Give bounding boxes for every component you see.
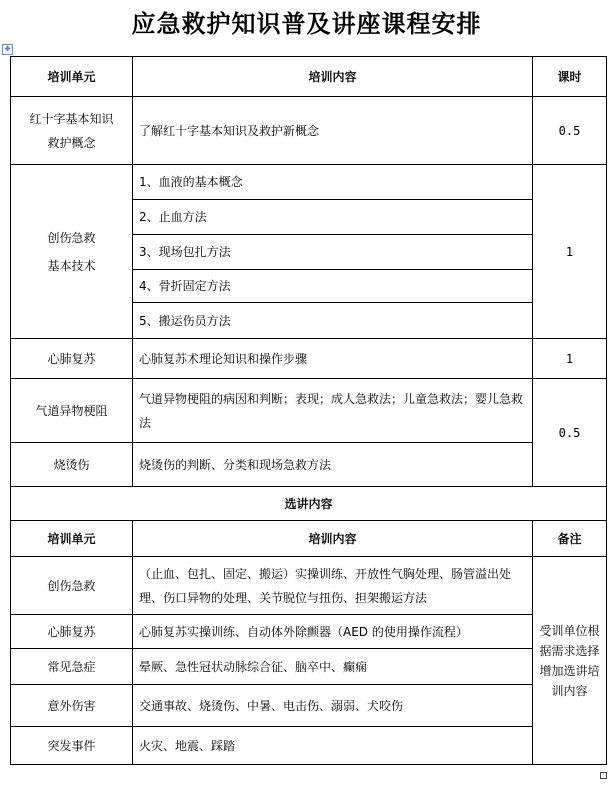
table-row [11, 649, 607, 685]
elective-header-content: 培训内容 [133, 521, 533, 557]
elective-section-title: 选讲内容 [11, 487, 607, 521]
unit-line: 红十字基本知识 [29, 111, 114, 126]
elective-section-row [11, 487, 607, 521]
table-row [11, 339, 607, 379]
unit-cell: 意外伤害 [11, 685, 133, 727]
content-cell: 2、止血方法 [133, 200, 533, 235]
resize-handle-icon[interactable] [600, 772, 607, 779]
header-hours: 课时 [533, 57, 607, 97]
table-row [11, 685, 607, 727]
elective-header-row [11, 521, 607, 557]
content-cell: 4、骨折固定方法 [133, 270, 533, 303]
content-cell: （止血、包扎、固定、搬运）实操训练、开放性气胸处理、肠管溢出处理、伤口异物的处理、关节脱位与扭伤、担架搬运方法 [133, 557, 533, 615]
unit-cell [11, 97, 133, 165]
unit-cell [11, 165, 133, 339]
unit-cell: 心肺复苏 [11, 339, 133, 379]
elective-header-unit: 培训单元 [11, 521, 133, 557]
header-content: 培训内容 [133, 57, 533, 97]
unit-cell: 创伤急救 [11, 557, 133, 615]
unit-cell: 常见急症 [11, 649, 133, 685]
unit-line: 创伤急救 [47, 230, 96, 245]
unit-cell: 突发事件 [11, 727, 133, 765]
content-cell: 3、现场包扎方法 [133, 235, 533, 270]
page-title: 应急救护知识普及讲座课程安排 [131, 10, 482, 38]
elective-note-cell: 受训单位根据需求选择增加选讲培训内容 [533, 557, 607, 765]
content-cell: 火灾、地震、踩踏 [133, 727, 533, 765]
content-cell: 了解红十字基本知识及救护新概念 [133, 97, 533, 165]
table-row [11, 443, 607, 487]
table-row [11, 379, 607, 443]
move-handle-icon[interactable]: ✥ [2, 44, 13, 55]
table-row [11, 97, 607, 165]
course-schedule-table [10, 56, 607, 765]
table-row [11, 557, 607, 615]
unit-cell: 烧烫伤 [11, 443, 133, 487]
unit-line: 基本技术 [47, 258, 96, 273]
table-row [11, 165, 607, 200]
content-cell: 晕厥、急性冠状动脉综合征、脑卒中、癫痫 [133, 649, 533, 685]
hours-cell: 0.5 [533, 379, 607, 487]
header-unit: 培训单元 [11, 57, 133, 97]
hours-cell: 0.5 [533, 97, 607, 165]
elective-header-note: 备注 [533, 521, 607, 557]
content-cell: 1、血液的基本概念 [133, 165, 533, 200]
content-cell: 气道异物梗阻的病因和判断；表现；成人急救法；儿童急救法；婴儿急救法 [133, 379, 533, 443]
hours-cell: 1 [533, 339, 607, 379]
content-cell: 5、搬运伤员方法 [133, 303, 533, 339]
table-row [11, 615, 607, 649]
table-header-row [11, 57, 607, 97]
unit-cell: 气道异物梗阻 [11, 379, 133, 443]
hours-cell: 1 [533, 165, 607, 339]
content-cell: 心肺复苏术理论知识和操作步骤 [133, 339, 533, 379]
content-cell: 心肺复苏实操训练、自动体外除颤器（AED 的使用操作流程） [133, 615, 533, 649]
content-cell: 烧烫伤的判断、分类和现场急救方法 [133, 443, 533, 487]
table-row [11, 727, 607, 765]
unit-cell: 心肺复苏 [11, 615, 133, 649]
unit-line: 救护概念 [47, 135, 96, 150]
content-cell: 交通事故、烧烫伤、中暑、电击伤、溺弱、犬咬伤 [133, 685, 533, 727]
